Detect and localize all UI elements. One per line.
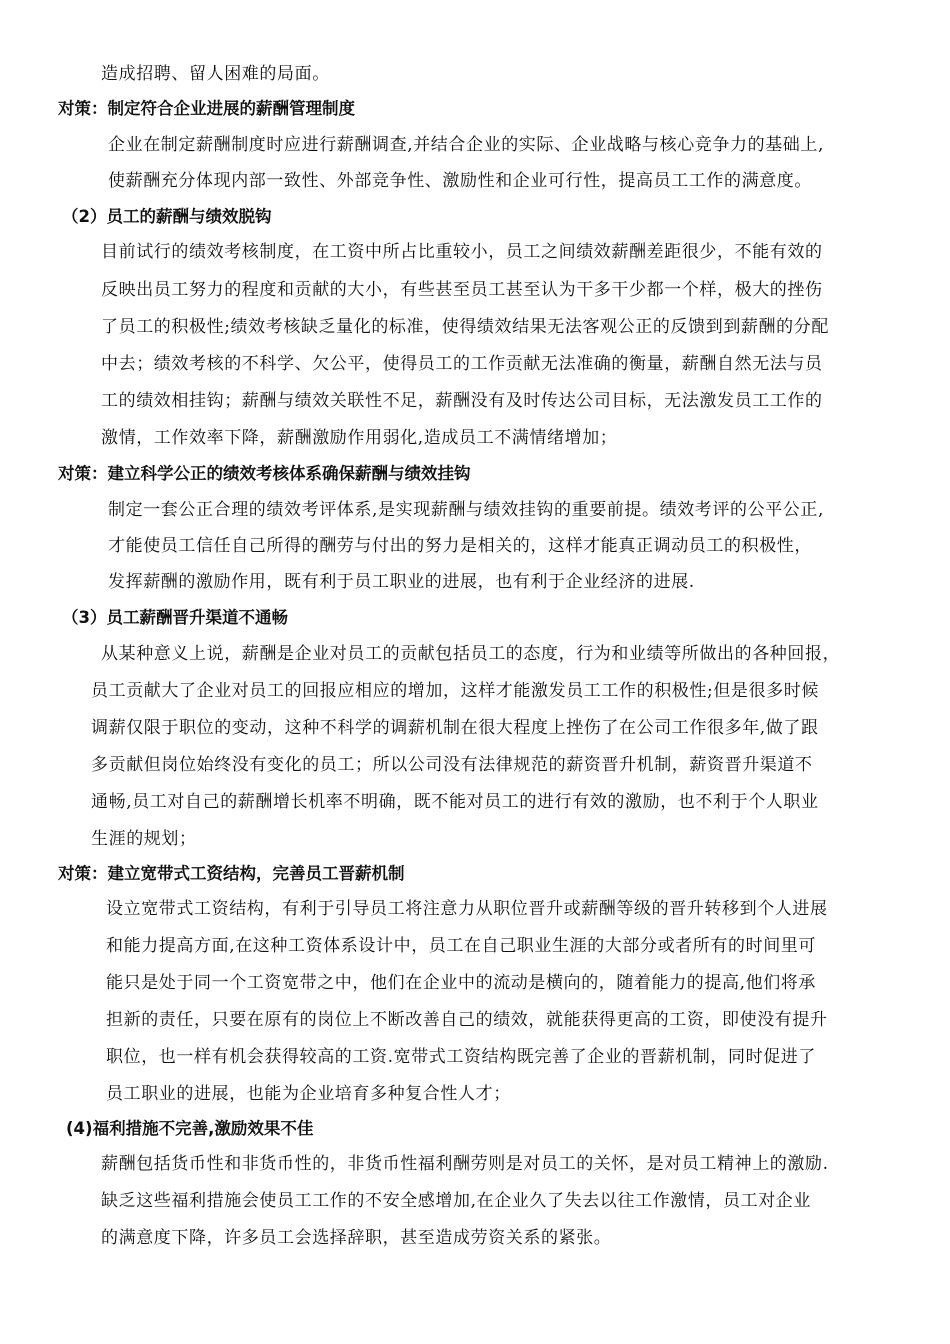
paragraph-line: 制定一套公正合理的绩效考评体系,是实现薪酬与绩效挂钩的重要前提。绩效考评的公平公正, [108,500,825,520]
paragraph-line: 能只是处于同一个工资宽带之中，他们在企业中的流动是横向的，随着能力的提高,他们将承 [106,973,817,993]
paragraph-line: 激情，工作效率下降，薪酬激励作用弱化,造成员工不满情绪增加； [101,428,618,448]
paragraph-line: 职位，也一样有机会获得较高的工资.宽带式工资结构既完善了企业的晋薪机制，同时促进了 [106,1047,817,1067]
paragraph-line: 发挥薪酬的激励作用，既有利于员工职业的进展，也有利于企业经济的进展. [108,572,695,592]
paragraph-line: 工的绩效相挂钩；薪酬与绩效关联性不足，薪酬没有及时传达公司目标，无法激发员工工作的 [101,391,823,411]
paragraph-line: 造成招聘、留人困难的局面。 [101,64,330,84]
paragraph-line: 设立宽带式工资结构，有利于引导员工将注意力从职位晋升或薪酬等级的晋升转移到个人进展 [106,899,828,919]
paragraph-line: 通畅,员工对自己的薪酬增长机率不明确，既不能对员工的进行有效的激励，也不利于个人职业 [91,792,819,812]
paragraph-line: 员工贡献大了企业对员工的回报应相应的增加，这样才能激发员工工作的积极性;但是很多时候 [91,681,819,701]
section-heading: (4)福利措施不完善,激励效果不佳 [66,1119,314,1138]
paragraph-line: 担新的责任，只要在原有的岗位上不断改善自己的绩效，就能获得更高的工资，即使没有提升 [106,1010,828,1030]
paragraph-line: 使薪酬充分体现内部一致性、外部竞争性、激励性和企业可行性，提高员工工作的满意度。 [108,171,812,191]
section-heading: （2）员工的薪酬与绩效脱钩 [62,207,272,226]
paragraph-line: 反映出员工努力的程度和贡献的大小，有些甚至员工甚至认为干多干少都一个样，极大的挫伤 [101,280,823,300]
paragraph-line: 了员工的积极性;绩效考核缺乏量化的标准，使得绩效结果无法客观公正的反馈到到薪酬的分配 [101,317,829,337]
countermeasure-heading: 对策：制定符合企业进展的薪酬管理制度 [58,99,355,118]
paragraph-line: 员工职业的进展，也能为企业培育多种复合性人才； [106,1084,511,1104]
section-heading: （3）员工薪酬晋升渠道不通畅 [62,608,288,627]
paragraph-line: 的满意度下降，许多员工会选择辞职，甚至造成劳资关系的紧张。 [101,1228,612,1248]
paragraph-line: 才能使员工信任自己所得的酬劳与付出的努力是相关的，这样才能真正调动员工的积极性， [108,536,812,556]
paragraph-line: 缺乏这些福利措施会使员工工作的不安全感增加,在企业久了失去以往工作激情，员工对企业 [101,1191,812,1211]
paragraph-line: 薪酬包括货币性和非货币性的，非货币性福利酬劳则是对员工的关怀，是对员工精神上的激励. [101,1154,829,1174]
countermeasure-heading: 对策：建立科学公正的绩效考核体系确保薪酬与绩效挂钩 [58,464,471,483]
paragraph-line: 和能力提高方面,在这种工资体系设计中，员工在自己职业生涯的大部分或者所有的时间里可 [106,936,817,956]
paragraph-line: 从某种意义上说，薪酬是企业对员工的贡献包括员工的态度，行为和业绩等所做出的各种回报， [101,644,841,664]
paragraph-line: 调薪仅限于职位的变动，这种不科学的调薪机制在很大程度上挫伤了在公司工作很多年,做了跟 [91,718,819,738]
countermeasure-heading: 对策：建立宽带式工资结构，完善员工晋薪机制 [58,864,405,883]
paragraph-line: 多贡献但岗位始终没有变化的员工；所以公司没有法律规范的薪资晋升机制，薪资晋升渠道不 [91,755,813,775]
paragraph-line: 中去；绩效考核的不科学、欠公平，使得员工的工作贡献无法准确的衡量，薪酬自然无法与员 [101,354,823,374]
paragraph-line: 目前试行的绩效考核制度，在工资中所占比重较小，员工之间绩效薪酬差距很少，不能有效的 [101,242,823,262]
paragraph-line: 企业在制定薪酬制度时应进行薪酬调查,并结合企业的实际、企业战略与核心竞争力的基础上, [108,135,825,155]
paragraph-line: 生涯的规划； [91,829,197,849]
